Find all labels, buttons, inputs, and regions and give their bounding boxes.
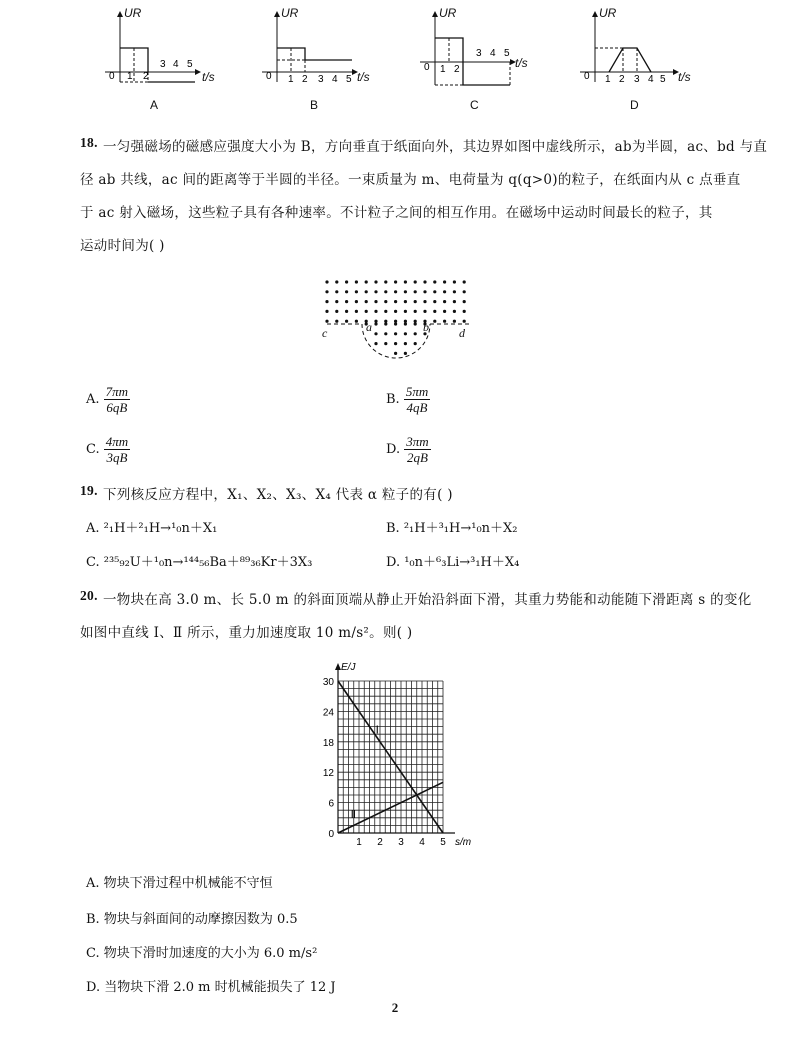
svg-text:5: 5 — [346, 74, 352, 85]
field-dot — [384, 290, 387, 293]
field-dot — [433, 320, 436, 323]
field-dot — [345, 300, 348, 303]
energy-chart — [310, 658, 480, 853]
field-dot — [374, 342, 377, 345]
field-dot — [365, 280, 368, 283]
field-dot — [404, 352, 407, 355]
y-tick-label: 18 — [322, 737, 334, 749]
field-dot — [423, 280, 426, 283]
field-dot — [423, 290, 426, 293]
svg-text:4: 4 — [648, 74, 654, 85]
x-tick-label: 3 — [398, 837, 404, 848]
q18-option-c[interactable]: C. $\frac{4\pi m}{3qB}$ — [86, 434, 129, 465]
field-dot — [345, 290, 348, 293]
svg-text:3: 3 — [476, 48, 482, 59]
y-tick-label: 30 — [322, 677, 334, 688]
field-dot — [355, 300, 358, 303]
q20-option-a[interactable]: A. 物块下滑过程中机械能不守恒 — [86, 876, 273, 891]
field-dot — [374, 290, 377, 293]
y-axis-label: E/J — [341, 662, 356, 673]
fraction: $\frac{5\pi m}{4qB}$ — [405, 384, 429, 415]
field-dot — [384, 280, 387, 283]
graph-a — [105, 12, 200, 82]
y-tick-label: 0 — [328, 829, 334, 840]
graph-a-ylabel: UR — [124, 6, 142, 20]
field-dot — [384, 332, 387, 335]
field-dot — [355, 280, 358, 283]
field-dot — [325, 290, 328, 293]
svg-text:0: 0 — [584, 71, 590, 82]
field-dot — [443, 290, 446, 293]
field-dot — [394, 320, 397, 323]
field-dot — [365, 290, 368, 293]
field-dot — [355, 320, 358, 323]
series-label-2: Ⅱ — [350, 808, 357, 821]
field-dot — [404, 280, 407, 283]
point-b-label: b — [423, 320, 429, 334]
field-dot — [404, 310, 407, 313]
q19-stem: 下列核反应方程中，X₁、X₂、X₃、X₄ 代表 α 粒子的有( ) — [103, 487, 453, 503]
q19-number: 19. — [80, 483, 98, 498]
field-dot — [463, 310, 466, 313]
field-dot — [453, 290, 456, 293]
field-dot — [355, 310, 358, 313]
field-dot — [325, 280, 328, 283]
field-dot — [345, 310, 348, 313]
field-dot — [365, 310, 368, 313]
field-dot — [414, 310, 417, 313]
svg-text:5: 5 — [187, 59, 193, 70]
field-dot — [335, 290, 338, 293]
page-number: 2 — [391, 1000, 399, 1015]
series-label-1: Ⅰ — [375, 724, 379, 737]
q18-option-a[interactable]: A. $\frac{7\pi m}{6qB}$ — [86, 384, 129, 415]
q20-line-1: 一物块在高 3.0 m、长 5.0 m 的斜面顶端从静止开始沿斜面下滑，其重力势能和动能随下滑距离 s 的变化 — [103, 592, 752, 608]
field-dot — [404, 320, 407, 323]
field-dot — [394, 290, 397, 293]
q18-line-1: 一匀强磁场的磁感应强度大小为 B，方向垂直于纸面向外，其边界如图中虚线所示，ab为半圆，ac、bd 与直 — [103, 139, 768, 155]
field-dot — [433, 280, 436, 283]
q19-option-d[interactable]: D. ¹₀n＋⁶₃Li→³₁H＋X₄ — [386, 555, 520, 570]
svg-text:4: 4 — [332, 74, 338, 85]
field-dot — [394, 280, 397, 283]
svg-text:2: 2 — [619, 74, 625, 85]
q18-line-2: 径 ab 共线，ac 间的距离等于半圆的半径。一束质量为 m、电荷量为 q(q>0)的粒子，在纸面内从 c 点垂直 — [80, 172, 741, 188]
svg-text:2: 2 — [143, 71, 149, 82]
field-dot — [374, 300, 377, 303]
q19-option-a[interactable]: A. ²₁H＋²₁H→¹₀n＋X₁ — [86, 521, 218, 536]
svg-text:2: 2 — [302, 74, 308, 85]
field-dot — [443, 310, 446, 313]
field-dot — [433, 290, 436, 293]
field-dot — [325, 300, 328, 303]
field-dot — [394, 352, 397, 355]
field-dot — [463, 300, 466, 303]
graph-c-label: C — [470, 98, 479, 112]
field-dot — [355, 290, 358, 293]
svg-text:4: 4 — [173, 59, 179, 70]
graph-d — [580, 12, 678, 85]
field-dot — [394, 300, 397, 303]
field-dot — [384, 320, 387, 323]
fraction: $\frac{7\pi m}{6qB}$ — [105, 384, 129, 415]
field-dot — [384, 310, 387, 313]
field-dot — [404, 300, 407, 303]
field-dot — [374, 320, 377, 323]
graph-d-xlabel: t/s — [678, 70, 691, 84]
fraction: $\frac{4\pi m}{3qB}$ — [105, 434, 129, 465]
graph-c — [420, 12, 515, 85]
q20-option-c[interactable]: C. 物块下滑时加速度的大小为 6.0 m/s² — [86, 946, 318, 961]
field-dot — [374, 322, 377, 325]
magnetic-field-figure — [315, 272, 485, 362]
field-dot — [325, 320, 328, 323]
field-dot — [394, 342, 397, 345]
field-dot — [414, 290, 417, 293]
field-dot — [423, 300, 426, 303]
field-dot — [335, 300, 338, 303]
field-dot — [345, 320, 348, 323]
field-dot — [433, 300, 436, 303]
q18-number: 18. — [80, 135, 98, 150]
graph-a-label: A — [150, 98, 159, 112]
field-dot — [404, 332, 407, 335]
field-dot — [335, 320, 338, 323]
graph-b-label: B — [310, 98, 319, 112]
field-dot — [404, 290, 407, 293]
point-a-label: a — [366, 320, 372, 334]
x-tick-label: 1 — [356, 837, 362, 848]
graph-c-xlabel: t/s — [515, 56, 528, 70]
graph-d-label: D — [630, 98, 639, 112]
graph-d-ylabel: UR — [599, 6, 617, 20]
x-tick-label: 4 — [419, 837, 425, 848]
x-tick-label: 5 — [440, 837, 446, 848]
field-dot — [384, 342, 387, 345]
field-dot — [443, 300, 446, 303]
field-dot — [414, 342, 417, 345]
field-dot — [394, 322, 397, 325]
field-dot — [384, 322, 387, 325]
field-dot — [414, 280, 417, 283]
field-dot — [433, 310, 436, 313]
point-c-label: c — [322, 326, 328, 340]
field-dot — [325, 310, 328, 313]
x-axis-label: s/m — [455, 837, 472, 848]
svg-text:3: 3 — [318, 74, 324, 85]
q19-option-c[interactable]: C. ²³⁵₉₂U＋¹₀n→¹⁴⁴₅₆Ba＋⁸⁹₃₆Kr＋3X₃ — [86, 555, 313, 570]
field-dot — [443, 320, 446, 323]
svg-text:0: 0 — [109, 71, 115, 82]
q18-line-3: 于 ac 射入磁场，这些粒子具有各种速率。不计粒子之间的相互作用。在磁场中运动时间最长的粒子，其 — [80, 205, 713, 221]
field-dot — [394, 332, 397, 335]
q20-number: 20. — [80, 588, 98, 603]
field-dot — [365, 300, 368, 303]
svg-text:2: 2 — [454, 64, 460, 75]
svg-text:3: 3 — [634, 74, 640, 85]
field-dot — [463, 280, 466, 283]
svg-text:1: 1 — [440, 64, 446, 75]
q18-option-b[interactable]: B. $\frac{5\pi m}{4qB}$ — [386, 384, 429, 415]
field-dot — [443, 280, 446, 283]
field-dot — [463, 320, 466, 323]
field-dot — [414, 300, 417, 303]
field-dot — [335, 310, 338, 313]
field-dot — [453, 320, 456, 323]
field-dot — [463, 290, 466, 293]
fraction: $\frac{3\pi m}{2qB}$ — [406, 434, 429, 465]
y-tick-label: 6 — [328, 798, 334, 810]
field-dot — [414, 322, 417, 325]
svg-text:0: 0 — [266, 71, 272, 82]
point-d-label: d — [459, 326, 465, 340]
field-dot — [453, 280, 456, 283]
field-dot — [404, 322, 407, 325]
y-tick-label: 24 — [322, 707, 334, 719]
graph-b — [262, 12, 357, 85]
field-dot — [345, 280, 348, 283]
graph-a-xlabel: t/s — [202, 70, 215, 84]
field-dot — [374, 280, 377, 283]
x-tick-label: 2 — [377, 837, 383, 848]
svg-text:1: 1 — [127, 71, 133, 82]
svg-text:3: 3 — [160, 59, 166, 70]
field-dot — [335, 280, 338, 283]
field-dot — [453, 300, 456, 303]
field-dot — [374, 310, 377, 313]
svg-text:0: 0 — [424, 62, 430, 73]
graph-b-xlabel: t/s — [357, 70, 370, 84]
q19-option-b[interactable]: B. ²₁H＋³₁H→¹₀n＋X₂ — [386, 521, 518, 536]
field-dot — [374, 332, 377, 335]
q20-line-2: 如图中直线 Ⅰ、Ⅱ 所示，重力加速度取 10 m/s²。则( ) — [80, 625, 413, 641]
q20-option-d[interactable]: D. 当物块下滑 2.0 m 时机械能损失了 12 J — [86, 980, 336, 995]
field-dot — [423, 310, 426, 313]
field-dot — [404, 342, 407, 345]
field-dot — [414, 332, 417, 335]
svg-text:5: 5 — [504, 48, 510, 59]
field-dot — [414, 320, 417, 323]
svg-text:1: 1 — [605, 74, 611, 85]
q18-line-4: 运动时间为( ) — [80, 238, 165, 254]
q18-option-d[interactable]: D. $\frac{3\pi m}{2qB}$ — [386, 434, 429, 465]
svg-text:4: 4 — [490, 48, 496, 59]
top-graphs — [0, 0, 790, 115]
graph-c-ylabel: UR — [439, 6, 457, 20]
field-dot — [394, 310, 397, 313]
svg-text:1: 1 — [288, 74, 294, 85]
field-dot — [453, 310, 456, 313]
q20-option-b[interactable]: B. 物块与斜面间的动摩擦因数为 0.5 — [86, 912, 298, 927]
graph-b-ylabel: UR — [281, 6, 299, 20]
svg-text:5: 5 — [660, 74, 666, 85]
field-dot — [384, 300, 387, 303]
y-tick-label: 12 — [322, 768, 334, 780]
